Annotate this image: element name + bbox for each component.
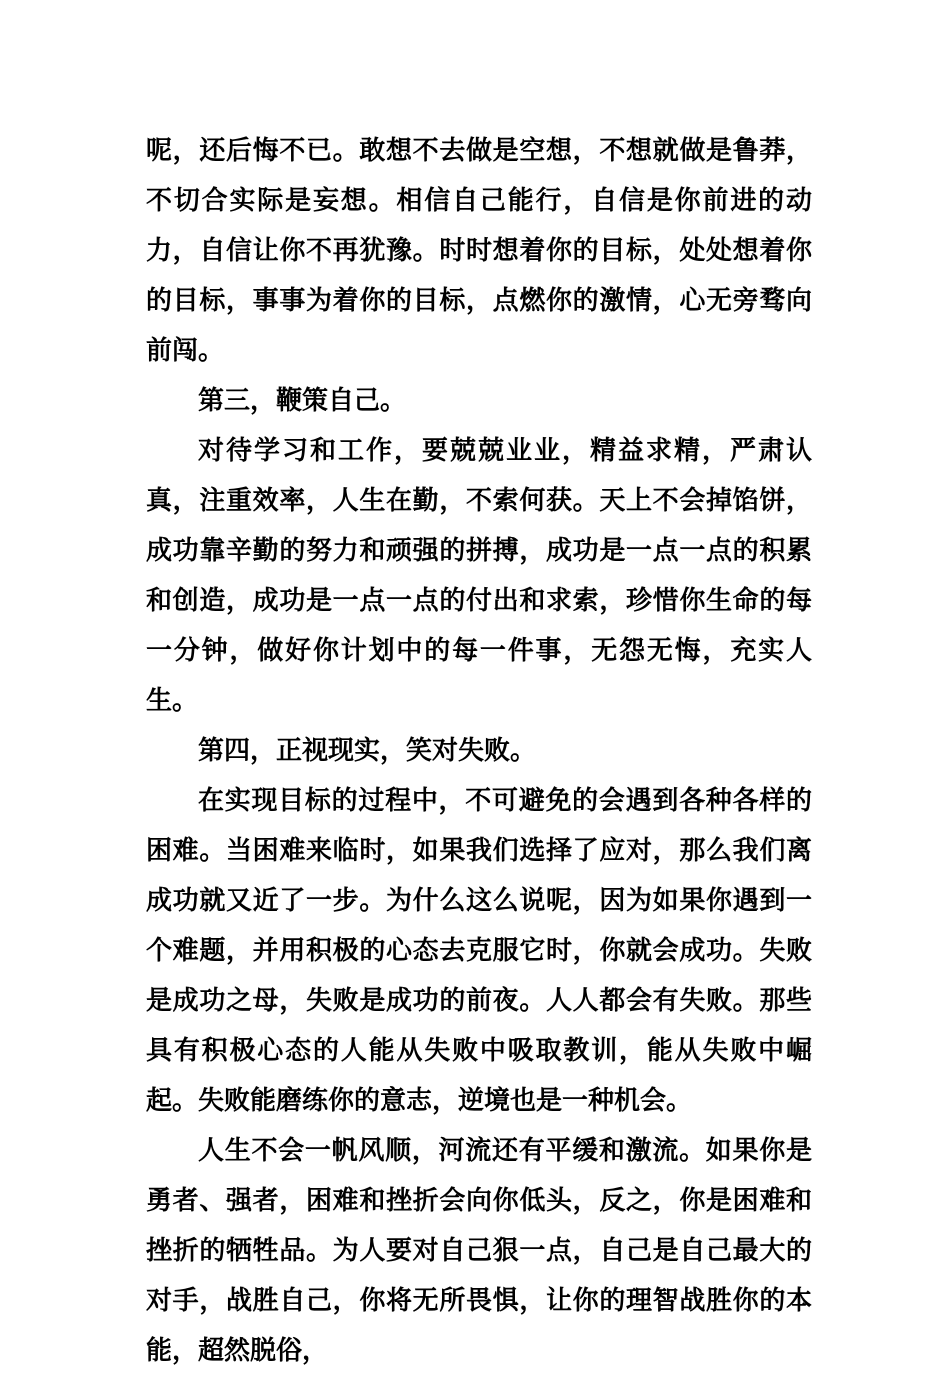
paragraph-facing-difficulty: 在实现目标的过程中，不可避免的会遇到各种各样的困难。当困难来临时，如果我们选择了应对，那么我们离成功就又近了一步。为什么这么说呢，因为如果你遇到一个难题，并用积极的心态去克服它时，你就会成功。失败是成功之母，失败是成功的前夜。人人都会有失败。那些具有积极心态的人能从失败中吸取教训，能从失败中崛起。失败能磨练你的意志，逆境也是一种机会。	[146, 786, 812, 1116]
paragraph-life-not-smooth: 人生不会一帆风顺，河流还有平缓和激流。如果你是勇者、强者，困难和挫折会向你低头，反之，你是困难和挫折的牺牲品。为人要对自己狠一点，自己是自己最大的对手，战胜自己，你将无所畏惧，让你的理智战胜你的本能，超然脱俗，	[146, 1136, 812, 1366]
section-heading-fourth: 第四，正视现实，笑对失败。	[198, 736, 537, 766]
section-heading-third: 第三，鞭策自己。	[198, 386, 407, 416]
paragraph-continuation: 呢，还后悔不已。敢想不去做是空想，不想就做是鲁莽，不切合实际是妄想。相信自己能行，自信是你前进的动力，自信让你不再犹豫。时时想着你的目标，处处想着你的目标，事事为着你的目标，点燃你的激情，心无旁骛向前闯。	[146, 136, 812, 366]
paragraph-diligence: 对待学习和工作，要兢兢业业，精益求精，严肃认真，注重效率，人生在勤，不索何获。天上不会掉馅饼，成功靠辛勤的努力和顽强的拼搏，成功是一点一点的积累和创造，成功是一点一点的付出和求索，珍惜你生命的每一分钟，做好你计划中的每一件事，无怨无悔，充实人生。	[146, 436, 812, 716]
body-text	[146, 126, 812, 1376]
